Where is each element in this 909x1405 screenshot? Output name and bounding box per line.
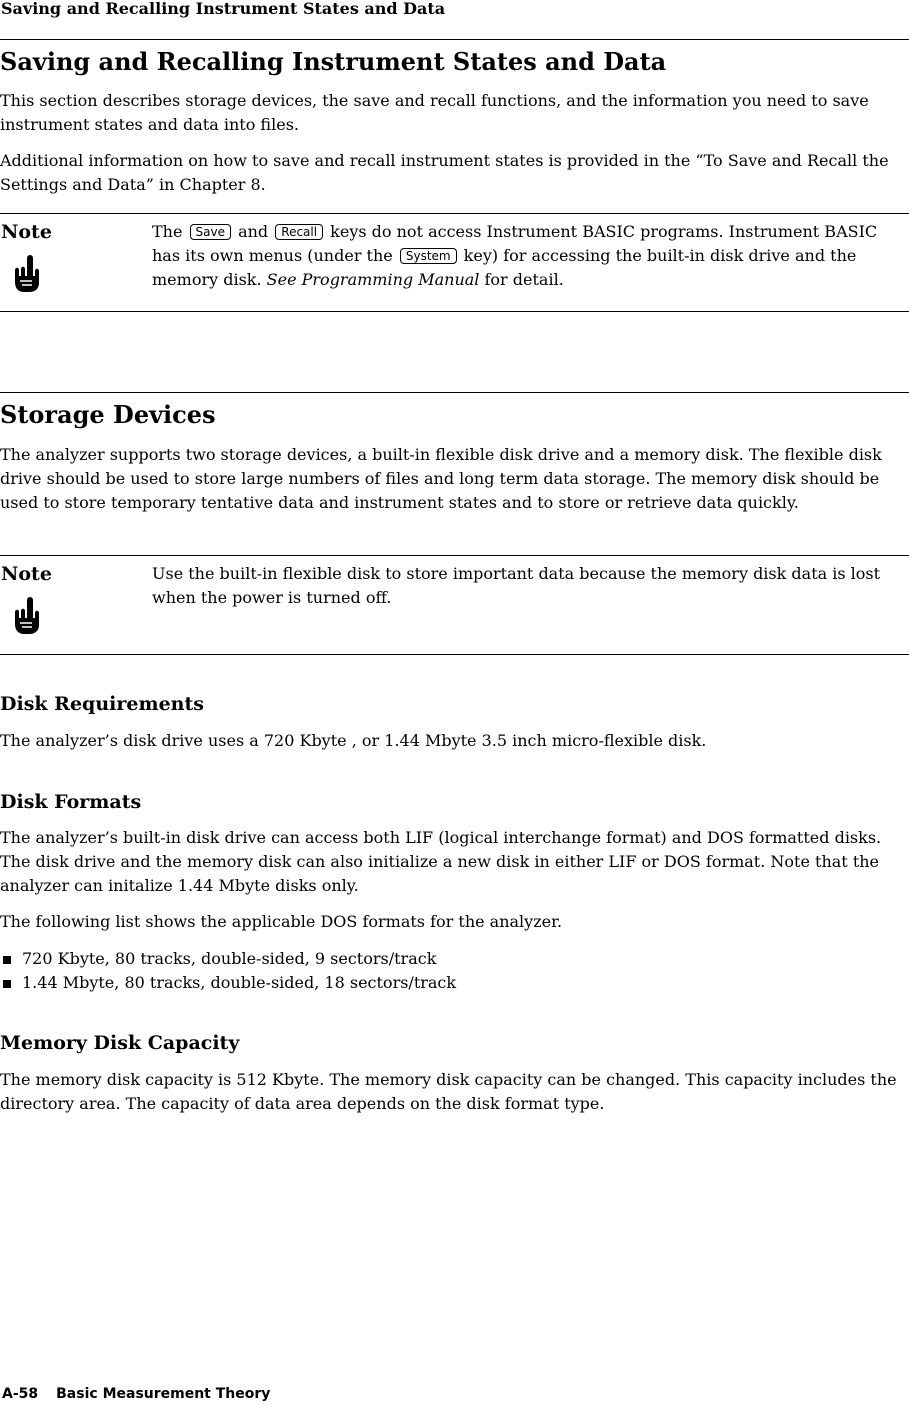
recall-key: Recall bbox=[275, 224, 323, 240]
intro-paragraph-2: Additional information on how to save and recall instrument states is provided in the “To Save and Recall the Settings and Data” in Chapter 8. bbox=[0, 151, 889, 194]
storage-devices-paragraph: The analyzer supports two storage devices, a built-in flexible disk drive and a memory disk. The flexible disk drive should be used to store large numbers of files and long term data storage. The memory disk should be used to store temporary tentative data and instrument states and to store or retrieve data quickly. bbox=[0, 445, 882, 512]
save-key: Save bbox=[190, 224, 231, 240]
storage-devices-heading: Storage Devices bbox=[0, 400, 216, 429]
memory-disk-capacity-paragraph: The memory disk capacity is 512 Kbyte. The memory disk capacity can be changed. This capacity includes the directory area. The capacity of data area depends on the disk format type. bbox=[0, 1070, 897, 1113]
bullet-square-icon bbox=[3, 980, 11, 988]
note2-text: Use the built-in flexible disk to store important data because the memory disk data is lost when the power is turned off. bbox=[152, 564, 881, 607]
intro-paragraph-1: This section describes storage devices, the save and recall functions, and the information you need to save instrument states and data into files. bbox=[0, 91, 869, 134]
pointing-hand-icon bbox=[10, 254, 42, 294]
note2-top-rule bbox=[0, 555, 909, 556]
memory-disk-capacity-heading: Memory Disk Capacity bbox=[0, 1032, 240, 1054]
disk-formats-paragraph: The analyzer’s built-in disk drive can access both LIF (logical interchange format) and DOS formatted disks. The disk drive and the memory disk can also initialize a new disk in either LIF or DOS format. Note that the analyzer can initalize 1.44 Mbyte disks only. bbox=[0, 828, 882, 895]
system-key: System bbox=[400, 248, 457, 264]
note1-top-rule bbox=[0, 213, 909, 214]
note1-text: The Save and Recall keys do not access Instrument BASIC programs. Instrument BASIC has its own menus (under the System key) for accessing the built-in disk drive and the memory disk. See Programming Manual for detail. bbox=[152, 222, 878, 289]
page-footer bbox=[2, 1385, 270, 1403]
list-item: 720 Kbyte, 80 tracks, double-sided, 9 sectors/track bbox=[0, 947, 905, 971]
footer-section-title: Basic Measurement Theory bbox=[56, 1386, 271, 1402]
disk-requirements-paragraph: The analyzer’s disk drive uses a 720 Kbyte , or 1.44 Mbyte 3.5 inch micro-flexible disk. bbox=[0, 731, 707, 750]
disk-formats-heading: Disk Formats bbox=[0, 791, 142, 813]
note2-label: Note bbox=[1, 563, 52, 585]
note2-bottom-rule bbox=[0, 654, 909, 655]
dos-formats-list bbox=[0, 947, 905, 995]
programming-manual-ref: See Programming Manual bbox=[266, 270, 480, 289]
note1-bottom-rule bbox=[0, 311, 909, 312]
list-item: 1.44 Mbyte, 80 tracks, double-sided, 18 sectors/track bbox=[0, 971, 905, 995]
header-rule bbox=[0, 39, 909, 40]
page-number: A-58 bbox=[2, 1386, 39, 1402]
running-head: Saving and Recalling Instrument States and Data bbox=[1, 0, 446, 18]
page-title: Saving and Recalling Instrument States and Data bbox=[0, 47, 667, 76]
bullet-square-icon bbox=[3, 956, 11, 964]
pointing-hand-icon bbox=[10, 596, 42, 636]
dos-formats-intro: The following list shows the applicable DOS formats for the analyzer. bbox=[0, 912, 563, 931]
disk-requirements-heading: Disk Requirements bbox=[0, 693, 204, 715]
section-rule bbox=[0, 392, 909, 393]
note1-label: Note bbox=[1, 221, 52, 243]
